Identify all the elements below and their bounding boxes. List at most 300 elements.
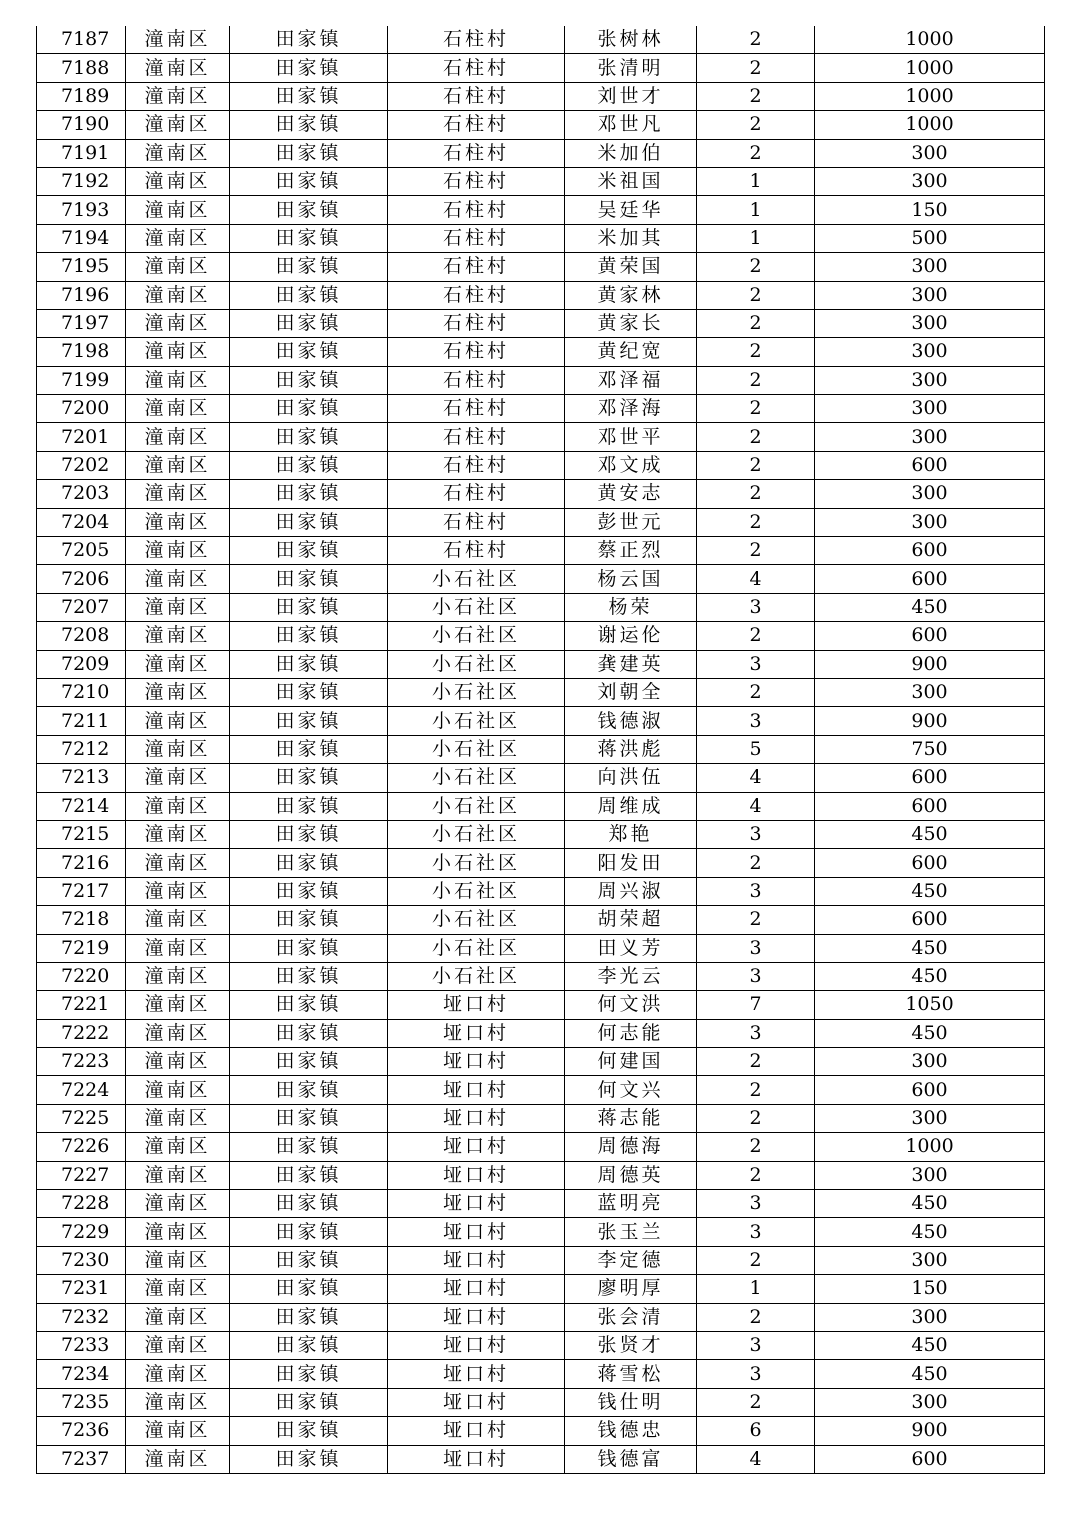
table-row	[37, 1445, 1045, 1473]
serial-number-cell: 7233	[37, 1331, 126, 1359]
table-row	[37, 1048, 1045, 1076]
table-row	[37, 139, 1045, 167]
amount-cell: 300	[815, 1388, 1045, 1416]
town-cell: 田家镇	[230, 1303, 388, 1331]
table-row	[37, 820, 1045, 848]
district-cell: 潼南区	[126, 934, 230, 962]
district-cell: 潼南区	[126, 54, 230, 82]
town-cell: 田家镇	[230, 1331, 388, 1359]
name-cell: 何志能	[565, 1019, 697, 1047]
serial-number-cell: 7193	[37, 196, 126, 224]
town-cell: 田家镇	[230, 451, 388, 479]
district-cell: 潼南区	[126, 111, 230, 139]
town-cell: 田家镇	[230, 508, 388, 536]
village-cell: 小石社区	[388, 678, 565, 706]
household-count-cell: 3	[697, 820, 815, 848]
household-count-cell: 2	[697, 537, 815, 565]
table-row	[37, 1388, 1045, 1416]
district-cell: 潼南区	[126, 1275, 230, 1303]
name-cell: 田义芳	[565, 934, 697, 962]
village-cell: 小石社区	[388, 735, 565, 763]
household-count-cell: 3	[697, 1331, 815, 1359]
name-cell: 刘朝全	[565, 678, 697, 706]
household-count-cell: 3	[697, 593, 815, 621]
serial-number-cell: 7217	[37, 877, 126, 905]
serial-number-cell: 7229	[37, 1218, 126, 1246]
table-row	[37, 1218, 1045, 1246]
table-row	[37, 593, 1045, 621]
amount-cell: 300	[815, 366, 1045, 394]
name-cell: 彭世元	[565, 508, 697, 536]
amount-cell: 450	[815, 820, 1045, 848]
village-cell: 石柱村	[388, 82, 565, 110]
amount-cell: 1000	[815, 26, 1045, 54]
name-cell: 蓝明亮	[565, 1190, 697, 1218]
amount-cell: 900	[815, 1417, 1045, 1445]
village-cell: 石柱村	[388, 309, 565, 337]
town-cell: 田家镇	[230, 1218, 388, 1246]
name-cell: 米加伯	[565, 139, 697, 167]
serial-number-cell: 7196	[37, 281, 126, 309]
household-count-cell: 2	[697, 395, 815, 423]
amount-cell: 600	[815, 906, 1045, 934]
district-cell: 潼南区	[126, 366, 230, 394]
household-count-cell: 2	[697, 1104, 815, 1132]
table-row	[37, 565, 1045, 593]
town-cell: 田家镇	[230, 934, 388, 962]
serial-number-cell: 7201	[37, 423, 126, 451]
village-cell: 垭口村	[388, 1190, 565, 1218]
name-cell: 蒋洪彪	[565, 735, 697, 763]
serial-number-cell: 7219	[37, 934, 126, 962]
household-count-cell: 2	[697, 622, 815, 650]
table-row	[37, 1104, 1045, 1132]
amount-cell: 300	[815, 167, 1045, 195]
district-cell: 潼南区	[126, 593, 230, 621]
amount-cell: 600	[815, 537, 1045, 565]
table-row	[37, 1303, 1045, 1331]
serial-number-cell: 7227	[37, 1161, 126, 1189]
household-count-cell: 2	[697, 423, 815, 451]
village-cell: 石柱村	[388, 26, 565, 54]
serial-number-cell: 7215	[37, 820, 126, 848]
village-cell: 垭口村	[388, 1218, 565, 1246]
table-row	[37, 1331, 1045, 1359]
serial-number-cell: 7214	[37, 792, 126, 820]
amount-cell: 300	[815, 1246, 1045, 1274]
name-cell: 何文洪	[565, 991, 697, 1019]
district-cell: 潼南区	[126, 309, 230, 337]
town-cell: 田家镇	[230, 1161, 388, 1189]
town-cell: 田家镇	[230, 792, 388, 820]
name-cell: 向洪伍	[565, 764, 697, 792]
serial-number-cell: 7235	[37, 1388, 126, 1416]
household-count-cell: 3	[697, 1360, 815, 1388]
serial-number-cell: 7205	[37, 537, 126, 565]
town-cell: 田家镇	[230, 537, 388, 565]
village-cell: 垭口村	[388, 1417, 565, 1445]
town-cell: 田家镇	[230, 678, 388, 706]
name-cell: 蒋雪松	[565, 1360, 697, 1388]
village-cell: 石柱村	[388, 480, 565, 508]
district-cell: 潼南区	[126, 82, 230, 110]
amount-cell: 300	[815, 309, 1045, 337]
village-cell: 垭口村	[388, 1303, 565, 1331]
table-row	[37, 309, 1045, 337]
table-row	[37, 622, 1045, 650]
name-cell: 阳发田	[565, 849, 697, 877]
serial-number-cell: 7218	[37, 906, 126, 934]
amount-cell: 150	[815, 196, 1045, 224]
name-cell: 黄安志	[565, 480, 697, 508]
household-count-cell: 3	[697, 707, 815, 735]
town-cell: 田家镇	[230, 820, 388, 848]
serial-number-cell: 7220	[37, 962, 126, 990]
household-count-cell: 2	[697, 1076, 815, 1104]
household-count-cell: 1	[697, 224, 815, 252]
table-row	[37, 451, 1045, 479]
village-cell: 小石社区	[388, 877, 565, 905]
table-row	[37, 678, 1045, 706]
table-row	[37, 54, 1045, 82]
town-cell: 田家镇	[230, 281, 388, 309]
village-cell: 小石社区	[388, 792, 565, 820]
amount-cell: 600	[815, 764, 1045, 792]
serial-number-cell: 7226	[37, 1133, 126, 1161]
table-row	[37, 1133, 1045, 1161]
name-cell: 郑艳	[565, 820, 697, 848]
amount-cell: 1000	[815, 54, 1045, 82]
table-row	[37, 650, 1045, 678]
town-cell: 田家镇	[230, 139, 388, 167]
amount-cell: 900	[815, 707, 1045, 735]
town-cell: 田家镇	[230, 962, 388, 990]
table-row	[37, 1275, 1045, 1303]
district-cell: 潼南区	[126, 1246, 230, 1274]
name-cell: 何文兴	[565, 1076, 697, 1104]
village-cell: 石柱村	[388, 451, 565, 479]
amount-cell: 600	[815, 792, 1045, 820]
district-cell: 潼南区	[126, 792, 230, 820]
district-cell: 潼南区	[126, 1161, 230, 1189]
village-cell: 小石社区	[388, 849, 565, 877]
name-cell: 蔡正烈	[565, 537, 697, 565]
town-cell: 田家镇	[230, 1246, 388, 1274]
district-cell: 潼南区	[126, 764, 230, 792]
serial-number-cell: 7224	[37, 1076, 126, 1104]
village-cell: 石柱村	[388, 111, 565, 139]
name-cell: 李定德	[565, 1246, 697, 1274]
town-cell: 田家镇	[230, 1445, 388, 1473]
town-cell: 田家镇	[230, 735, 388, 763]
amount-cell: 450	[815, 877, 1045, 905]
household-count-cell: 4	[697, 565, 815, 593]
name-cell: 黄纪宽	[565, 338, 697, 366]
household-count-cell: 2	[697, 281, 815, 309]
table-row	[37, 1076, 1045, 1104]
village-cell: 垭口村	[388, 1388, 565, 1416]
table-row	[37, 735, 1045, 763]
serial-number-cell: 7222	[37, 1019, 126, 1047]
district-cell: 潼南区	[126, 537, 230, 565]
amount-cell: 300	[815, 253, 1045, 281]
village-cell: 小石社区	[388, 962, 565, 990]
amount-cell: 450	[815, 1190, 1045, 1218]
town-cell: 田家镇	[230, 1275, 388, 1303]
name-cell: 吴廷华	[565, 196, 697, 224]
table-row	[37, 991, 1045, 1019]
household-count-cell: 2	[697, 678, 815, 706]
table-body	[37, 26, 1045, 1473]
amount-cell: 300	[815, 508, 1045, 536]
household-count-cell: 2	[697, 1048, 815, 1076]
name-cell: 谢运伦	[565, 622, 697, 650]
town-cell: 田家镇	[230, 395, 388, 423]
town-cell: 田家镇	[230, 309, 388, 337]
table-row	[37, 111, 1045, 139]
town-cell: 田家镇	[230, 82, 388, 110]
amount-cell: 600	[815, 565, 1045, 593]
document-page	[36, 26, 1045, 1474]
household-count-cell: 2	[697, 451, 815, 479]
town-cell: 田家镇	[230, 1104, 388, 1132]
household-count-cell: 3	[697, 962, 815, 990]
district-cell: 潼南区	[126, 1417, 230, 1445]
serial-number-cell: 7232	[37, 1303, 126, 1331]
town-cell: 田家镇	[230, 877, 388, 905]
name-cell: 蒋志能	[565, 1104, 697, 1132]
table-row	[37, 196, 1045, 224]
village-cell: 石柱村	[388, 253, 565, 281]
town-cell: 田家镇	[230, 1190, 388, 1218]
household-count-cell: 2	[697, 849, 815, 877]
district-cell: 潼南区	[126, 253, 230, 281]
district-cell: 潼南区	[126, 849, 230, 877]
district-cell: 潼南区	[126, 1133, 230, 1161]
household-count-cell: 2	[697, 366, 815, 394]
district-cell: 潼南区	[126, 139, 230, 167]
amount-cell: 300	[815, 395, 1045, 423]
district-cell: 潼南区	[126, 1303, 230, 1331]
household-count-cell: 2	[697, 139, 815, 167]
amount-cell: 450	[815, 1360, 1045, 1388]
table-row	[37, 167, 1045, 195]
serial-number-cell: 7204	[37, 508, 126, 536]
village-cell: 小石社区	[388, 650, 565, 678]
household-count-cell: 2	[697, 906, 815, 934]
household-count-cell: 1	[697, 196, 815, 224]
amount-cell: 450	[815, 962, 1045, 990]
district-cell: 潼南区	[126, 735, 230, 763]
table-row	[37, 224, 1045, 252]
serial-number-cell: 7230	[37, 1246, 126, 1274]
town-cell: 田家镇	[230, 565, 388, 593]
amount-cell: 450	[815, 1331, 1045, 1359]
district-cell: 潼南区	[126, 26, 230, 54]
household-count-cell: 2	[697, 508, 815, 536]
serial-number-cell: 7199	[37, 366, 126, 394]
table-row	[37, 1019, 1045, 1047]
amount-cell: 300	[815, 423, 1045, 451]
district-cell: 潼南区	[126, 565, 230, 593]
amount-cell: 750	[815, 735, 1045, 763]
village-cell: 小石社区	[388, 820, 565, 848]
serial-number-cell: 7187	[37, 26, 126, 54]
name-cell: 钱仕明	[565, 1388, 697, 1416]
household-count-cell: 2	[697, 111, 815, 139]
serial-number-cell: 7237	[37, 1445, 126, 1473]
village-cell: 石柱村	[388, 281, 565, 309]
table-row	[37, 423, 1045, 451]
town-cell: 田家镇	[230, 1417, 388, 1445]
town-cell: 田家镇	[230, 764, 388, 792]
town-cell: 田家镇	[230, 1388, 388, 1416]
village-cell: 石柱村	[388, 224, 565, 252]
name-cell: 杨云国	[565, 565, 697, 593]
name-cell: 邓泽福	[565, 366, 697, 394]
household-count-cell: 7	[697, 991, 815, 1019]
amount-cell: 1050	[815, 991, 1045, 1019]
town-cell: 田家镇	[230, 707, 388, 735]
household-count-cell: 6	[697, 1417, 815, 1445]
serial-number-cell: 7194	[37, 224, 126, 252]
village-cell: 垭口村	[388, 991, 565, 1019]
town-cell: 田家镇	[230, 253, 388, 281]
name-cell: 邓文成	[565, 451, 697, 479]
name-cell: 钱德淑	[565, 707, 697, 735]
serial-number-cell: 7228	[37, 1190, 126, 1218]
district-cell: 潼南区	[126, 1019, 230, 1047]
amount-cell: 1000	[815, 111, 1045, 139]
name-cell: 钱德忠	[565, 1417, 697, 1445]
table-row	[37, 707, 1045, 735]
table-row	[37, 537, 1045, 565]
household-count-cell: 1	[697, 167, 815, 195]
household-count-cell: 2	[697, 26, 815, 54]
district-cell: 潼南区	[126, 167, 230, 195]
table-row	[37, 906, 1045, 934]
district-cell: 潼南区	[126, 1360, 230, 1388]
household-count-cell: 4	[697, 1445, 815, 1473]
serial-number-cell: 7208	[37, 622, 126, 650]
district-cell: 潼南区	[126, 451, 230, 479]
table-row	[37, 764, 1045, 792]
district-cell: 潼南区	[126, 906, 230, 934]
district-cell: 潼南区	[126, 707, 230, 735]
district-cell: 潼南区	[126, 820, 230, 848]
name-cell: 黄家林	[565, 281, 697, 309]
village-cell: 垭口村	[388, 1275, 565, 1303]
village-cell: 小石社区	[388, 764, 565, 792]
household-count-cell: 2	[697, 1388, 815, 1416]
amount-cell: 300	[815, 480, 1045, 508]
district-cell: 潼南区	[126, 877, 230, 905]
name-cell: 刘世才	[565, 82, 697, 110]
village-cell: 小石社区	[388, 906, 565, 934]
table-row	[37, 253, 1045, 281]
village-cell: 小石社区	[388, 565, 565, 593]
district-cell: 潼南区	[126, 991, 230, 1019]
district-cell: 潼南区	[126, 1076, 230, 1104]
serial-number-cell: 7221	[37, 991, 126, 1019]
name-cell: 龚建英	[565, 650, 697, 678]
amount-cell: 300	[815, 1104, 1045, 1132]
name-cell: 钱德富	[565, 1445, 697, 1473]
village-cell: 垭口村	[388, 1104, 565, 1132]
village-cell: 石柱村	[388, 395, 565, 423]
amount-cell: 300	[815, 338, 1045, 366]
town-cell: 田家镇	[230, 338, 388, 366]
town-cell: 田家镇	[230, 167, 388, 195]
district-cell: 潼南区	[126, 678, 230, 706]
serial-number-cell: 7234	[37, 1360, 126, 1388]
serial-number-cell: 7209	[37, 650, 126, 678]
amount-cell: 1000	[815, 1133, 1045, 1161]
household-count-cell: 4	[697, 764, 815, 792]
amount-cell: 300	[815, 1048, 1045, 1076]
amount-cell: 300	[815, 281, 1045, 309]
serial-number-cell: 7191	[37, 139, 126, 167]
amount-cell: 450	[815, 1218, 1045, 1246]
amount-cell: 450	[815, 934, 1045, 962]
amount-cell: 450	[815, 593, 1045, 621]
town-cell: 田家镇	[230, 991, 388, 1019]
village-cell: 石柱村	[388, 423, 565, 451]
household-count-cell: 2	[697, 1133, 815, 1161]
household-count-cell: 2	[697, 1303, 815, 1331]
district-cell: 潼南区	[126, 338, 230, 366]
village-cell: 小石社区	[388, 707, 565, 735]
household-count-cell: 2	[697, 253, 815, 281]
table-row	[37, 395, 1045, 423]
serial-number-cell: 7211	[37, 707, 126, 735]
name-cell: 张贤才	[565, 1331, 697, 1359]
name-cell: 张玉兰	[565, 1218, 697, 1246]
table-row	[37, 366, 1045, 394]
district-cell: 潼南区	[126, 1331, 230, 1359]
village-cell: 垭口村	[388, 1445, 565, 1473]
table-row	[37, 849, 1045, 877]
serial-number-cell: 7198	[37, 338, 126, 366]
table-row	[37, 792, 1045, 820]
name-cell: 周维成	[565, 792, 697, 820]
serial-number-cell: 7197	[37, 309, 126, 337]
village-cell: 石柱村	[388, 196, 565, 224]
village-cell: 石柱村	[388, 508, 565, 536]
village-cell: 石柱村	[388, 338, 565, 366]
village-cell: 垭口村	[388, 1331, 565, 1359]
amount-cell: 600	[815, 622, 1045, 650]
serial-number-cell: 7188	[37, 54, 126, 82]
district-cell: 潼南区	[126, 1190, 230, 1218]
serial-number-cell: 7213	[37, 764, 126, 792]
town-cell: 田家镇	[230, 906, 388, 934]
amount-cell: 600	[815, 1445, 1045, 1473]
serial-number-cell: 7195	[37, 253, 126, 281]
serial-number-cell: 7216	[37, 849, 126, 877]
serial-number-cell: 7231	[37, 1275, 126, 1303]
village-cell: 石柱村	[388, 537, 565, 565]
table-row	[37, 480, 1045, 508]
household-count-cell: 5	[697, 735, 815, 763]
household-count-cell: 3	[697, 650, 815, 678]
amount-cell: 300	[815, 1303, 1045, 1331]
town-cell: 田家镇	[230, 1133, 388, 1161]
table-row	[37, 26, 1045, 54]
household-count-cell: 2	[697, 54, 815, 82]
town-cell: 田家镇	[230, 622, 388, 650]
name-cell: 何建国	[565, 1048, 697, 1076]
